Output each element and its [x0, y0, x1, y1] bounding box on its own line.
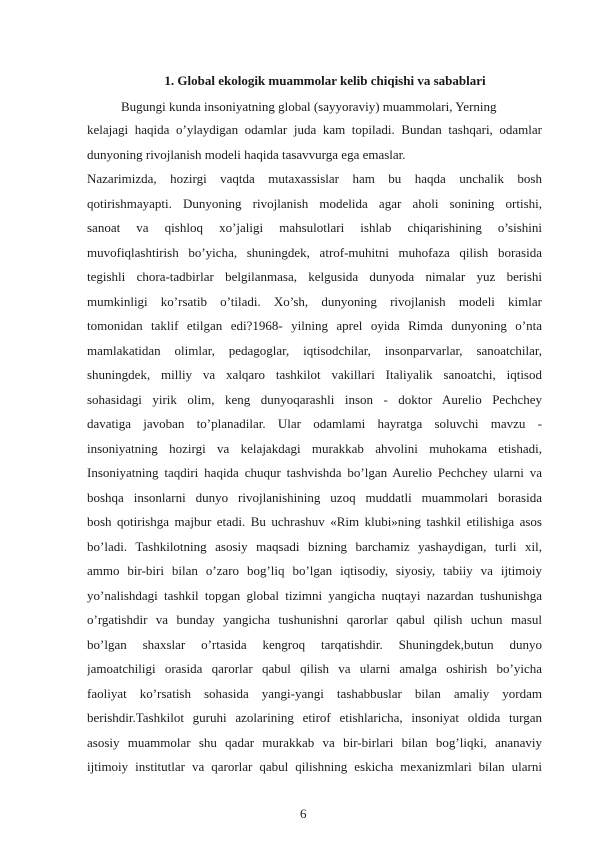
text-line: o’rgatishdir va bunday yangicha tushunishni qarorlar qabul qilish uchun masul: [87, 612, 542, 627]
text-line: sanoat va qishloq xo’jaligi mahsulotlari ishlab chiqarishining o’sishini: [87, 220, 542, 235]
text-line: berishdir.Tashkilot guruhi azolarining etirof etishlaricha, insoniyat oldida turgan: [87, 710, 542, 725]
text-line: Insoniyatning taqdiri haqida chuqur tashvishda bo’lgan Aurelio Pechchey ularni va: [87, 465, 542, 480]
text-line: shuningdek, milliy va xalqaro tashkilot vakillari Italiyalik sanoatchi, iqtisod: [87, 367, 542, 382]
text-line: Nazarimizda, hozirgi vaqtda mutaxassislar ham bu haqda unchalik bosh: [87, 171, 542, 186]
text-line: tegishli chora-tadbirlar belgilanmasa, kelgusida dunyoda nimalar yuz berishi: [87, 269, 542, 284]
text-line: ijtimoiy institutlar va qarorlar qabul qilishning eskicha mexanizmlari bilan ularni: [87, 759, 542, 774]
text-line: dunyoning rivojlanish modeli haqida tasavvurga ega emaslar.: [87, 147, 406, 162]
text-line: tomonidan taklif etilgan edi?1968- yilning aprel oyida Rimda dunyoning o’nta: [87, 318, 542, 333]
text-line: davatiga javoban to’planadilar. Ular odamlami hayratga soluvchi mavzu -: [87, 416, 542, 431]
text-line: mamlakatidan olimlar, pedagoglar, iqtisodchilar, insonparvarlar, sanoatchilar,: [87, 343, 542, 358]
text-line: sohasidagi yirik olim, keng dunyoqarashli inson - doktor Aurelio Pechchey: [87, 392, 542, 407]
text-line: bo’ladi. Tashkilotning asosiy maqsadi bizning barchamiz yashaydigan, turli xil,: [87, 539, 542, 554]
text-line: muvofiqlashtirish bo’yicha, shuningdek, atrof-muhitni muhofaza qilish borasida: [87, 245, 542, 260]
text-line: insoniyatning hozirgi va kelajakdagi murakkab ahvolini muhokama etishadi,: [87, 441, 542, 456]
text-line: jamoatchiligi orasida qarorlar qabul qilish va ularni amalga oshirish bo’yicha: [87, 661, 542, 676]
text-line: qotirishmayapti. Dunyoning rivojlanish modelida agar aholi sonining ortishi,: [87, 196, 542, 211]
text-line: boshqa insonlarni dunyo rivojlanishining uzoq muddatli muammolari borasida: [87, 490, 542, 505]
text-line: kelajagi haqida o’ylaydigan odamlar juda kam topiladi. Bundan tashqari, odamlar: [87, 122, 542, 137]
text-line: mumkinligi ko’rsatib o’tiladi. Xo’sh, dunyoning rivojlanish modeli kimlar: [87, 294, 542, 309]
text-line: yo’nalishdagi tashkil topgan global tizimni yangicha nuqtayi nazardan tushunishga: [87, 588, 542, 603]
text-line: asosiy muammolar shu qadar murakkab va bir-birlari bilan bog’liqki, ananaviy: [87, 735, 542, 750]
text-line: ammo bir-biri bilan o’zaro bog’liq bo’lgan iqtisodiy, siyosiy, tabiiy va ijtimoiy: [87, 563, 542, 578]
text-line: bosh qotirishga majbur etadi. Bu uchrashuv «Rim klubi»ning tashkil etilishiga asos: [87, 514, 542, 529]
text-line: bo’lgan shaxslar o’rtasida kengroq tarqatishdir. Shuningdek,butun dunyo: [87, 637, 542, 652]
text-line: faoliyat ko’rsatish sohasida yangi-yangi tashabbuslar bilan amaliy yordam: [87, 686, 542, 701]
intro-line: Bugungi kunda insoniyatning global (sayyoraviy) muammolari, Yerning: [121, 99, 497, 114]
page-number: 6: [300, 806, 307, 821]
section-heading: 1. Global ekologik muammolar kelib chiqishi va sabablari: [164, 73, 486, 88]
